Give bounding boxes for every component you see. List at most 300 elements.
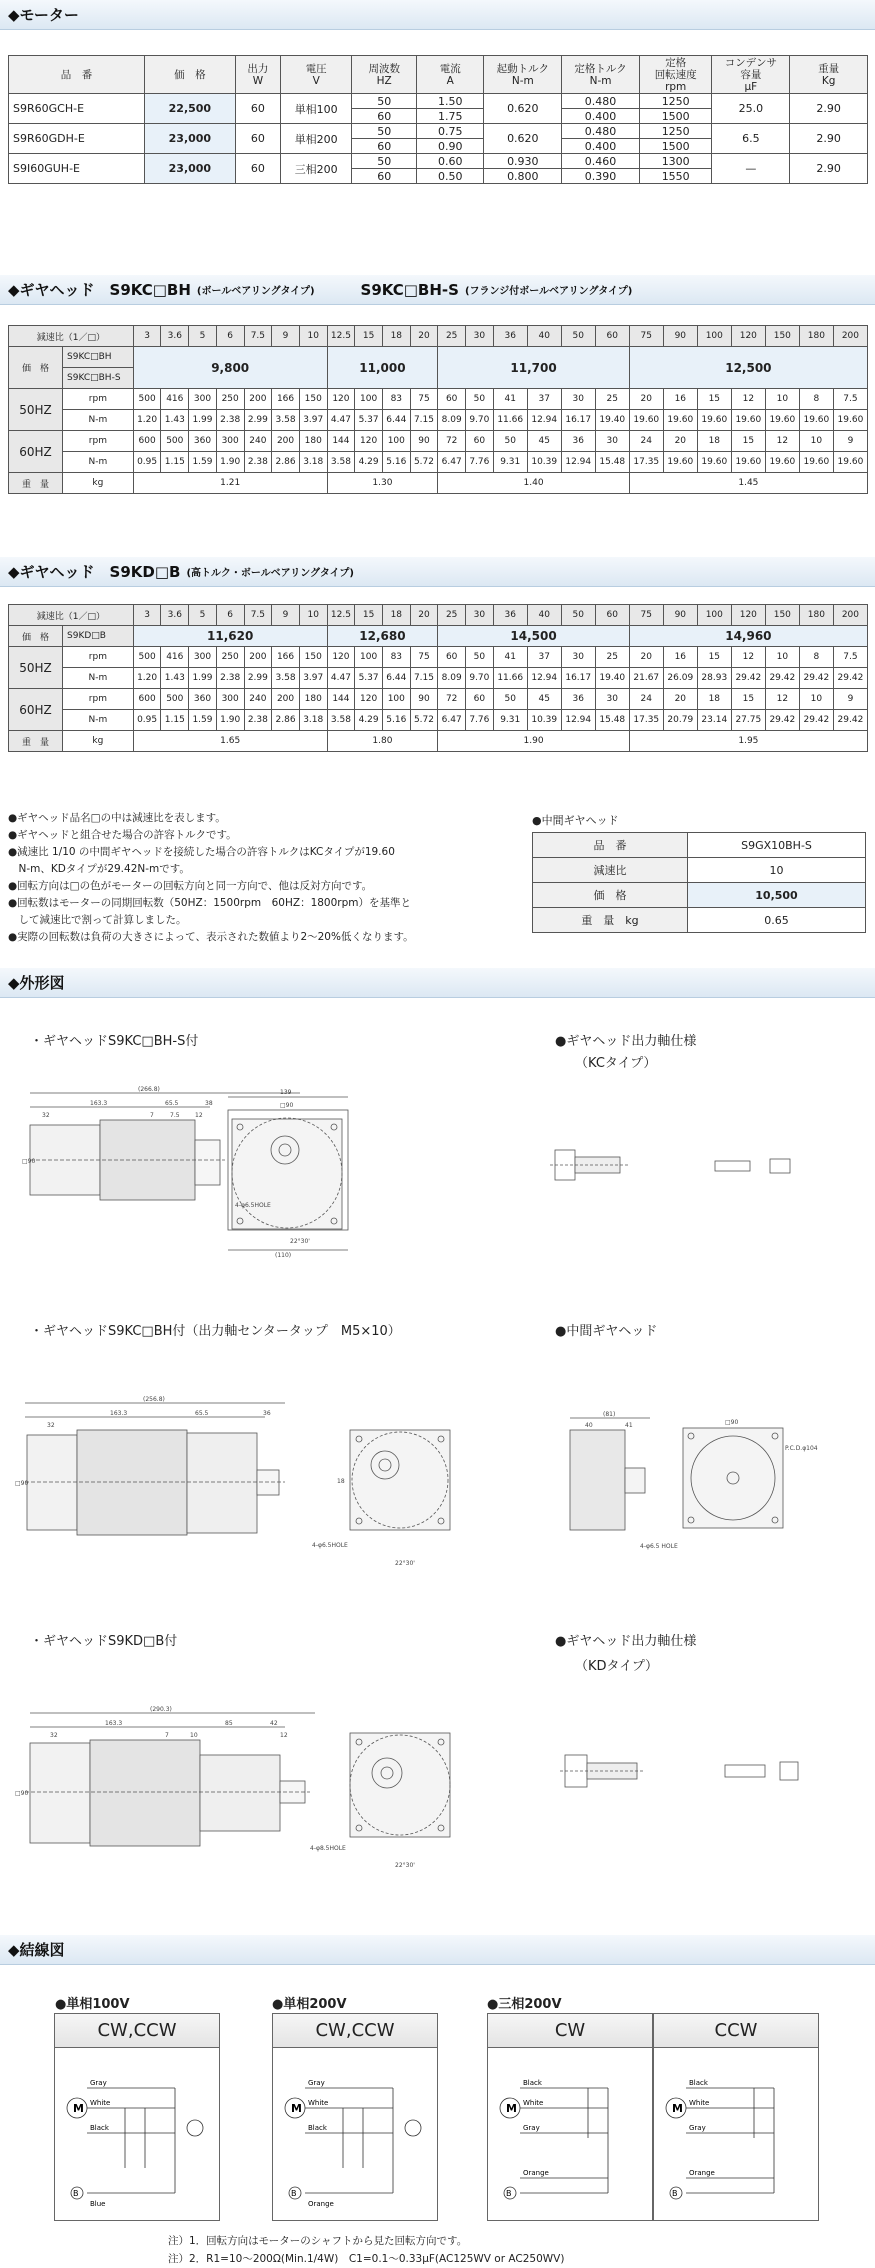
price-cell: 12,500 bbox=[629, 347, 867, 389]
ratio-cell: 18 bbox=[382, 326, 410, 347]
dim-label: □90 bbox=[280, 1102, 294, 1109]
table-cell: 29.42 bbox=[765, 668, 799, 689]
header-text: 定格トルク bbox=[574, 62, 627, 75]
ratio-cell: 15 bbox=[355, 326, 383, 347]
table-cell: 10 bbox=[799, 689, 833, 710]
table-cell: 1500 bbox=[639, 109, 712, 124]
wire-label: Orange bbox=[689, 2169, 715, 2177]
table-cell: 3.58 bbox=[327, 710, 355, 731]
table-cell: 29.42 bbox=[765, 710, 799, 731]
ratio-cell: 7.5 bbox=[244, 605, 272, 626]
drawing6-subtitle: （KDタイプ） bbox=[575, 1659, 659, 1674]
table-cell: 19.60 bbox=[697, 452, 731, 473]
table-cell: 0.75 bbox=[417, 124, 484, 139]
header-text: N-m bbox=[589, 74, 612, 87]
table-cell: 19.60 bbox=[697, 410, 731, 431]
dim-label: 65.5 bbox=[165, 1100, 179, 1107]
table-cell: 240 bbox=[244, 431, 272, 452]
weight-cell: 1.45 bbox=[629, 473, 867, 494]
ratio-cell: 180 bbox=[799, 326, 833, 347]
table-cell: 5.72 bbox=[410, 710, 438, 731]
header-text: HZ bbox=[376, 74, 392, 87]
table-cell: 15.48 bbox=[595, 452, 629, 473]
table-cell: 2.90 bbox=[790, 154, 868, 184]
table-cell: 200 bbox=[272, 689, 300, 710]
frequency-label: 60HZ bbox=[9, 431, 63, 473]
unit-label: N-m bbox=[63, 710, 134, 731]
ratio-cell: 10 bbox=[299, 605, 327, 626]
table-cell: 2.90 bbox=[790, 124, 868, 154]
table-cell: 360 bbox=[189, 689, 217, 710]
table-row bbox=[9, 94, 868, 109]
price-cell: 12,680 bbox=[327, 626, 438, 647]
table-cell: 4.47 bbox=[327, 668, 355, 689]
header-text: μF bbox=[744, 80, 758, 93]
column-header bbox=[352, 56, 417, 94]
dim-label: 139 bbox=[280, 1089, 292, 1096]
drawing-kc-shaft bbox=[540, 1135, 870, 1205]
header-text: コンデンサ bbox=[724, 56, 777, 69]
table-cell: 16.17 bbox=[561, 668, 595, 689]
weight-label: 重 量 bbox=[9, 473, 63, 494]
wire-label: Gray bbox=[308, 2079, 325, 2087]
table-row bbox=[9, 452, 868, 473]
table-cell: 200 bbox=[244, 647, 272, 668]
table-cell: 27.75 bbox=[731, 710, 765, 731]
table-cell: 166 bbox=[272, 389, 300, 410]
table-cell: 10 bbox=[799, 431, 833, 452]
table-cell: 12.94 bbox=[561, 452, 595, 473]
header-text: 価 格 bbox=[174, 68, 206, 81]
table-cell: 0.620 bbox=[484, 124, 562, 154]
table-cell: 29.42 bbox=[833, 710, 867, 731]
price-cell: 14,500 bbox=[438, 626, 629, 647]
svg-text:B: B bbox=[672, 2189, 678, 2198]
weight-cell: 1.80 bbox=[327, 731, 438, 752]
table-cell: 1.15 bbox=[161, 452, 189, 473]
table-cell: 50 bbox=[466, 647, 494, 668]
header-text: V bbox=[312, 74, 320, 87]
table-cell: 9.31 bbox=[493, 452, 527, 473]
table-cell: 416 bbox=[161, 647, 189, 668]
ratio-cell: 150 bbox=[765, 605, 799, 626]
dim-label: 22°30' bbox=[395, 1862, 415, 1869]
table-cell: 3.58 bbox=[327, 452, 355, 473]
table-cell: 単相200 bbox=[281, 124, 352, 154]
table-cell: 120 bbox=[355, 431, 383, 452]
dim-label: 40 bbox=[585, 1422, 593, 1429]
ratio-cell: 100 bbox=[697, 326, 731, 347]
wiring-header: CW,CCW bbox=[55, 2014, 219, 2048]
svg-text:M: M bbox=[291, 2102, 302, 2115]
wiring-header: CW,CCW bbox=[273, 2014, 437, 2048]
drawing-s9kd-b bbox=[15, 1705, 485, 1875]
wiring-section-header: ◆結線図 bbox=[0, 1935, 875, 1965]
table-cell: 60 bbox=[438, 389, 466, 410]
dim-label: □90 bbox=[15, 1480, 29, 1487]
table-cell: 50 bbox=[466, 389, 494, 410]
ratio-cell: 30 bbox=[466, 605, 494, 626]
table-cell: 120 bbox=[327, 389, 355, 410]
unit-label: N-m bbox=[63, 452, 134, 473]
mid-gear-table: 品 番 S9GX10BH-S 減速比 10 価 格 10,500 重 量 kg 0.65 bbox=[532, 832, 866, 933]
weight-cell: 1.40 bbox=[438, 473, 629, 494]
table-cell: 25 bbox=[595, 647, 629, 668]
ratio-cell: 100 bbox=[697, 605, 731, 626]
ratio-label: 減速比（1／□） bbox=[9, 605, 134, 626]
table-cell: 20.79 bbox=[663, 710, 697, 731]
dim-label: 41 bbox=[625, 1422, 633, 1429]
table-cell: 12.94 bbox=[527, 410, 561, 431]
note-line: して減速比で割って計算しました。 bbox=[8, 914, 187, 926]
table-cell: 6.44 bbox=[382, 668, 410, 689]
wire-label: Orange bbox=[308, 2200, 334, 2208]
header-text: 重量 bbox=[818, 62, 840, 75]
table-cell: 単相100 bbox=[281, 94, 352, 124]
column-header bbox=[562, 56, 640, 94]
dim-label: (81) bbox=[603, 1411, 616, 1418]
table-cell: 29.42 bbox=[799, 710, 833, 731]
table-cell: 72 bbox=[438, 431, 466, 452]
drawing-s9kc-bh bbox=[15, 1395, 485, 1570]
table-cell: 7.5 bbox=[833, 647, 867, 668]
table-cell: 10.39 bbox=[527, 710, 561, 731]
table-cell: 2.38 bbox=[216, 410, 244, 431]
table-cell: 2.99 bbox=[244, 668, 272, 689]
table-cell: 11.66 bbox=[493, 410, 527, 431]
dim-label: 12 bbox=[195, 1112, 203, 1119]
table-cell: 100 bbox=[382, 431, 410, 452]
ratio-cell: 10 bbox=[299, 326, 327, 347]
table-cell: 24 bbox=[629, 431, 663, 452]
ratio-cell: 25 bbox=[438, 326, 466, 347]
table-cell: 41 bbox=[493, 647, 527, 668]
table-cell: 3.97 bbox=[299, 410, 327, 431]
table-cell: 1.90 bbox=[216, 452, 244, 473]
table-cell: 3.58 bbox=[272, 410, 300, 431]
wiring-schematic-200v bbox=[273, 2048, 437, 2220]
table-cell: 4.29 bbox=[355, 452, 383, 473]
table-cell: 60 bbox=[235, 124, 280, 154]
table-cell: 0.930 bbox=[484, 154, 562, 169]
wire-label: White bbox=[689, 2099, 710, 2107]
unit-label: rpm bbox=[63, 647, 134, 668]
note-line: ●回転数はモーターの同期回転数（50HZ：1500rpm 60HZ：1800rpm）を基準と bbox=[8, 897, 412, 909]
dim-label: 36 bbox=[263, 1410, 271, 1417]
table-cell: 45 bbox=[527, 431, 561, 452]
table-cell: 16 bbox=[663, 389, 697, 410]
ratio-cell: 18 bbox=[382, 605, 410, 626]
ratio-cell: 20 bbox=[410, 326, 438, 347]
table-cell: 0.460 bbox=[562, 154, 640, 169]
table-cell: 12 bbox=[731, 647, 765, 668]
ratio-cell: 60 bbox=[595, 326, 629, 347]
ratio-cell: 40 bbox=[527, 326, 561, 347]
wiring-title-200v: ●単相200V bbox=[272, 1997, 347, 2012]
table-cell: 7.5 bbox=[833, 389, 867, 410]
ratio-cell: 3 bbox=[133, 605, 161, 626]
column-header bbox=[790, 56, 868, 94]
table-cell: 0.50 bbox=[417, 169, 484, 184]
table-cell: 45 bbox=[527, 689, 561, 710]
table-row bbox=[9, 668, 868, 689]
table-cell: 21.67 bbox=[629, 668, 663, 689]
table-cell: 5.16 bbox=[382, 452, 410, 473]
table-cell: 12.94 bbox=[561, 710, 595, 731]
table-cell: 250 bbox=[216, 647, 244, 668]
gear-kd-section-header: ◆ギヤヘッド S9KD□B (高トルク・ボールベアリングタイプ) bbox=[0, 557, 875, 587]
ratio-label: 減速比（1／□） bbox=[9, 326, 134, 347]
price-cell: 11,000 bbox=[327, 347, 438, 389]
table-cell: 19.60 bbox=[731, 410, 765, 431]
table-cell: 4.29 bbox=[355, 710, 383, 731]
table-cell: 2.38 bbox=[216, 668, 244, 689]
table-cell: 180 bbox=[299, 689, 327, 710]
table-cell: 17.35 bbox=[629, 710, 663, 731]
dim-label: □90 bbox=[22, 1158, 36, 1165]
table-cell: 19.60 bbox=[833, 452, 867, 473]
weight-cell: 1.30 bbox=[327, 473, 438, 494]
svg-text:M: M bbox=[672, 2102, 683, 2115]
dim-label: □90 bbox=[15, 1790, 29, 1797]
dim-label: 163.3 bbox=[90, 1100, 108, 1107]
table-cell: 500 bbox=[133, 389, 161, 410]
table-cell: 7.76 bbox=[466, 452, 494, 473]
table-cell: 240 bbox=[244, 689, 272, 710]
header-text: Kg bbox=[821, 74, 836, 87]
table-cell: 0.480 bbox=[562, 94, 640, 109]
ratio-cell: 20 bbox=[410, 605, 438, 626]
table-cell: 1.99 bbox=[189, 668, 217, 689]
header-text: 電圧 bbox=[305, 62, 327, 75]
table-cell: 2.38 bbox=[244, 710, 272, 731]
table-cell: 5.72 bbox=[410, 452, 438, 473]
table-cell: 20 bbox=[663, 431, 697, 452]
ratio-cell: 40 bbox=[527, 605, 561, 626]
table-cell: 25.0 bbox=[712, 94, 790, 124]
table-cell: 7.15 bbox=[410, 668, 438, 689]
outline-section-header: ◆外形図 bbox=[0, 968, 875, 998]
drawing5-title: ・ギヤヘッドS9KD□B付 bbox=[30, 1634, 178, 1649]
table-cell: 144 bbox=[327, 689, 355, 710]
table-cell: — bbox=[712, 154, 790, 184]
ratio-cell: 120 bbox=[731, 605, 765, 626]
table-cell: 1.50 bbox=[417, 94, 484, 109]
motor-section-header: ◆モーター bbox=[0, 0, 875, 30]
note-line: ●回転方向は□の色がモーターの回転方向と同一方向で、他は反対方向です。 bbox=[8, 880, 373, 892]
svg-text:B: B bbox=[506, 2189, 512, 2198]
ratio-cell: 9 bbox=[272, 326, 300, 347]
table-cell: 600 bbox=[133, 431, 161, 452]
drawing1-title: ・ギヤヘッドS9KC□BH-S付 bbox=[30, 1034, 199, 1049]
note-line: N-m、KDタイプが29.42N-mです。 bbox=[8, 863, 190, 875]
dim-label: 163.3 bbox=[105, 1720, 123, 1727]
dim-label: 42 bbox=[270, 1720, 278, 1727]
table-header-row bbox=[9, 56, 868, 94]
table-row bbox=[9, 710, 868, 731]
table-cell: 100 bbox=[382, 689, 410, 710]
dim-label: 22°30' bbox=[395, 1560, 415, 1567]
ratio-cell: 5 bbox=[189, 326, 217, 347]
table-cell: 1.59 bbox=[189, 452, 217, 473]
table-cell: 2.38 bbox=[244, 452, 272, 473]
header-text: 周波数 bbox=[368, 62, 400, 75]
table-cell: 30 bbox=[595, 431, 629, 452]
table-cell: 250 bbox=[216, 389, 244, 410]
ratio-cell: 12.5 bbox=[327, 326, 355, 347]
table-cell: 5.37 bbox=[355, 668, 383, 689]
table-cell: 2.99 bbox=[244, 410, 272, 431]
table-cell: 12 bbox=[765, 431, 799, 452]
dim-label: (256.8) bbox=[143, 1396, 165, 1403]
ratio-cell: 6 bbox=[216, 605, 244, 626]
frequency-label: 50HZ bbox=[9, 647, 63, 689]
table-cell: 8 bbox=[799, 647, 833, 668]
table-cell: 29.42 bbox=[731, 668, 765, 689]
table-cell: 19.60 bbox=[731, 452, 765, 473]
table-cell: 29.42 bbox=[799, 668, 833, 689]
drawing3-title: ・ギヤヘッドS9KC□BH付（出力軸センタータップ M5×10） bbox=[30, 1324, 401, 1339]
table-cell: 26.09 bbox=[663, 668, 697, 689]
table-cell: 83 bbox=[382, 647, 410, 668]
table-cell: 36 bbox=[561, 689, 595, 710]
frequency-label: 50HZ bbox=[9, 389, 63, 431]
table-row bbox=[9, 431, 868, 452]
drawing-mid-gear bbox=[565, 1410, 850, 1570]
table-row bbox=[9, 154, 868, 169]
drawing4-title: ●中間ギヤヘッド bbox=[555, 1324, 658, 1339]
table-cell: 75 bbox=[410, 389, 438, 410]
wire-label: Gray bbox=[689, 2124, 706, 2132]
table-cell: 19.60 bbox=[629, 410, 663, 431]
table-cell: 0.620 bbox=[484, 94, 562, 124]
table-cell: 600 bbox=[133, 689, 161, 710]
price-cell: 14,960 bbox=[629, 626, 867, 647]
dim-label: 85 bbox=[225, 1720, 233, 1727]
dim-label: 10 bbox=[190, 1732, 198, 1739]
table-cell: 19.60 bbox=[765, 452, 799, 473]
table-cell: 0.390 bbox=[562, 169, 640, 184]
table-cell: 150 bbox=[299, 647, 327, 668]
price-label: 価 格 bbox=[9, 347, 63, 389]
table-cell: 19.60 bbox=[799, 452, 833, 473]
unit-label: kg bbox=[63, 731, 134, 752]
table-cell: 300 bbox=[216, 431, 244, 452]
table-cell: 10 bbox=[765, 389, 799, 410]
unit-label: rpm bbox=[63, 389, 134, 410]
dim-label: 7 bbox=[165, 1732, 169, 1739]
gear-kc-table bbox=[8, 325, 868, 494]
price-label: 価 格 bbox=[9, 626, 63, 647]
wire-label: Blue bbox=[90, 2200, 106, 2208]
table-cell: 29.42 bbox=[833, 668, 867, 689]
wire-label: White bbox=[90, 2099, 111, 2107]
table-cell: 12 bbox=[765, 689, 799, 710]
note-line: ●減速比 1/10 の中間ギヤヘッドを接続した場合の許容トルクはKCタイプが19.60 bbox=[8, 846, 395, 858]
ratio-cell: 90 bbox=[663, 326, 697, 347]
dim-label: 32 bbox=[50, 1732, 58, 1739]
table-cell: 12.94 bbox=[527, 668, 561, 689]
wiring-schematic-3ph-cw bbox=[488, 2048, 652, 2220]
ratio-cell: 180 bbox=[799, 605, 833, 626]
table-row bbox=[9, 347, 868, 368]
wiring-header: CW bbox=[488, 2014, 652, 2048]
ratio-cell: 12.5 bbox=[327, 605, 355, 626]
header-text: 品 番 bbox=[60, 68, 93, 81]
table-cell: 6.5 bbox=[712, 124, 790, 154]
dim-label: 22°30' bbox=[290, 1238, 310, 1245]
table-cell: 1.75 bbox=[417, 109, 484, 124]
table-cell: 20 bbox=[663, 689, 697, 710]
dim-label: (266.8) bbox=[138, 1086, 160, 1093]
note-line: ●ギヤヘッドと組合せた場合の許容トルクです。 bbox=[8, 829, 237, 841]
dim-label: 32 bbox=[47, 1422, 55, 1429]
table-cell: 11.66 bbox=[493, 668, 527, 689]
dim-label: (290.3) bbox=[150, 1706, 172, 1713]
table-cell: 50 bbox=[493, 431, 527, 452]
dim-label: 18 bbox=[337, 1478, 345, 1485]
ratio-cell: 30 bbox=[466, 326, 494, 347]
table-cell: 20 bbox=[629, 647, 663, 668]
dim-label: (110) bbox=[275, 1252, 292, 1259]
table-cell: 9.31 bbox=[493, 710, 527, 731]
table-cell: 100 bbox=[355, 647, 383, 668]
table-cell: 19.60 bbox=[765, 410, 799, 431]
table-cell: 17.35 bbox=[629, 452, 663, 473]
table-cell: 1500 bbox=[639, 139, 712, 154]
table-cell: 12 bbox=[731, 389, 765, 410]
table-cell: 50 bbox=[352, 154, 417, 169]
table-row bbox=[9, 473, 868, 494]
price-cell: 9,800 bbox=[133, 347, 327, 389]
table-cell: 0.800 bbox=[484, 169, 562, 184]
table-cell: 37 bbox=[527, 647, 561, 668]
dim-label: 4-φ6.5HOLE bbox=[312, 1542, 348, 1549]
table-cell: 16 bbox=[663, 647, 697, 668]
ratio-cell: 90 bbox=[663, 605, 697, 626]
ratio-cell: 50 bbox=[561, 605, 595, 626]
wiring-box-3ph-ccw bbox=[653, 2013, 819, 2221]
unit-label: N-m bbox=[63, 410, 134, 431]
dim-label: P.C.D.φ104 bbox=[785, 1445, 818, 1452]
column-header bbox=[417, 56, 484, 94]
table-row bbox=[9, 626, 868, 647]
wire-label: White bbox=[523, 2099, 544, 2107]
table-cell: 60 bbox=[352, 169, 417, 184]
wire-label: Gray bbox=[523, 2124, 540, 2132]
svg-text:M: M bbox=[73, 2102, 84, 2115]
svg-text:M: M bbox=[506, 2102, 517, 2115]
wiring-footnote-2: 注）2．R1=10〜200Ω(Min.1/4W) C1=0.1〜0.33μF(AC125WV or AC250WV) bbox=[168, 2253, 565, 2265]
price-cell: 11,700 bbox=[438, 347, 629, 389]
header-text: 回転速度 bbox=[654, 68, 697, 81]
drawing2-title: ●ギヤヘッド出力軸仕様 bbox=[555, 1034, 697, 1049]
dim-label: 7.5 bbox=[170, 1112, 180, 1119]
table-cell: 60 bbox=[352, 139, 417, 154]
table-cell: 200 bbox=[244, 389, 272, 410]
dim-label: 12 bbox=[280, 1732, 288, 1739]
table-cell: 30 bbox=[595, 689, 629, 710]
table-cell: 19.40 bbox=[595, 668, 629, 689]
table-cell: 60 bbox=[235, 94, 280, 124]
table-cell: 37 bbox=[527, 389, 561, 410]
table-cell: 28.93 bbox=[697, 668, 731, 689]
table-cell: 1.20 bbox=[133, 668, 161, 689]
model-cell: S9R60GCH-E bbox=[9, 94, 145, 124]
dim-label: 163.3 bbox=[110, 1410, 128, 1417]
table-cell: 36 bbox=[561, 431, 595, 452]
table-cell: 9.70 bbox=[466, 668, 494, 689]
